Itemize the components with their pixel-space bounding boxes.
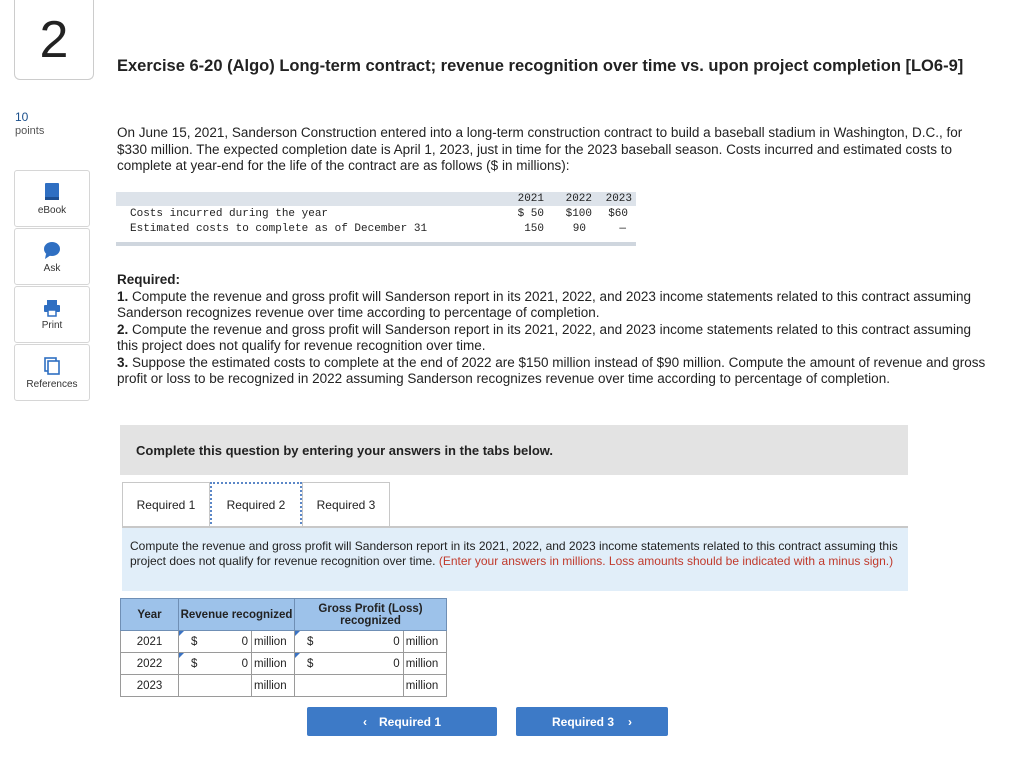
ebook-label: eBook xyxy=(37,204,67,216)
answer-table xyxy=(120,598,447,697)
input-flag xyxy=(295,653,300,658)
cost-table xyxy=(116,190,636,246)
row-year: 2022 xyxy=(121,653,179,675)
cost-year-header: 2022 xyxy=(565,193,592,205)
exercise-title: Exercise 6-20 (Algo) Long-term contract; revenue recognition over time vs. upon project completion [LO6-9] xyxy=(117,57,964,75)
input-flag xyxy=(179,631,184,636)
unit-label: million xyxy=(252,675,295,697)
unit-label: million xyxy=(252,653,295,675)
cost-table-bottom-rule xyxy=(116,242,636,246)
tools-sidebar xyxy=(14,170,90,402)
required-heading: Required: xyxy=(117,272,181,287)
cost-year-header: 2023 xyxy=(605,193,632,205)
header-gross-profit: Gross Profit (Loss) recognized xyxy=(295,599,447,631)
header-revenue: Revenue recognized xyxy=(179,599,295,631)
currency-symbol: $ xyxy=(191,636,198,648)
print-button[interactable] xyxy=(14,286,90,343)
instruction-band: Complete this question by entering your answers in the tabs below. xyxy=(120,425,908,475)
required-item-3: 3. Suppose the estimated costs to complete at the end of 2022 are $150 million instead of $90 million. Compute the amount of revenue and gross profit or loss to be recognized in 2022 assuming Sanderson recognizes revenue over time according to percentage of completion. xyxy=(117,354,986,386)
profit-input-2023[interactable] xyxy=(295,675,404,697)
input-flag xyxy=(179,653,184,658)
tab-required-2[interactable]: Required 2 xyxy=(210,482,302,528)
book-icon xyxy=(43,182,61,202)
tab-required-1[interactable]: Required 1 xyxy=(122,482,210,528)
header-year: Year xyxy=(121,599,179,631)
cost-value: $60 xyxy=(608,208,628,220)
input-flag xyxy=(295,631,300,636)
currency-symbol: $ xyxy=(307,636,314,648)
answer-row xyxy=(121,631,447,653)
unit-label: million xyxy=(403,653,446,675)
problem-intro: On June 15, 2021, Sanderson Construction entered into a long-term construction contract to build a baseball stadium in Washington, D.C., for $330 million. The expected completion date is April 1, 2023, just in time for the 2023 baseball season. Costs incurred and estimated costs to complete at year-end for the life of the contract are as follows ($ in millions): xyxy=(117,125,963,173)
cost-value: — xyxy=(619,223,626,235)
cost-value: $100 xyxy=(565,208,592,220)
cost-value: 150 xyxy=(524,223,544,235)
prev-required-button[interactable] xyxy=(307,707,497,736)
answer-row xyxy=(121,653,447,675)
profit-input-2021[interactable] xyxy=(295,631,404,653)
points-value: 10 xyxy=(15,110,29,124)
ebook-button[interactable] xyxy=(14,170,90,227)
points-label: points xyxy=(15,125,45,137)
unit-label: million xyxy=(403,631,446,653)
printer-icon xyxy=(42,299,62,317)
references-label: References xyxy=(26,378,78,390)
chevron-right-icon: › xyxy=(628,714,632,729)
profit-input-2022[interactable] xyxy=(295,653,404,675)
tab-required-3[interactable]: Required 3 xyxy=(302,482,390,528)
required-section xyxy=(117,272,987,388)
points-display xyxy=(15,110,44,138)
revenue-input-2022[interactable] xyxy=(179,653,252,675)
references-icon xyxy=(43,356,61,376)
cost-value: 90 xyxy=(572,223,586,235)
print-label: Print xyxy=(41,319,63,331)
prev-button-label: Required 1 xyxy=(378,714,441,729)
cost-row-label: Costs incurred during the year xyxy=(130,208,329,220)
profit-value: 0 xyxy=(393,636,400,648)
revenue-input-2023[interactable] xyxy=(179,675,252,697)
unit-label: million xyxy=(403,675,446,697)
panel-text: Compute the revenue and gross profit will Sanderson report in its 2021, 2022, and 2023 income statements related to this contract assuming this project does not qualify for revenue recognition over time. xyxy=(130,539,898,568)
answer-row xyxy=(121,675,447,697)
revenue-value: 0 xyxy=(241,636,248,648)
cost-year-header: 2021 xyxy=(517,193,544,205)
unit-label: million xyxy=(252,631,295,653)
currency-symbol: $ xyxy=(307,658,314,670)
chevron-left-icon: ‹ xyxy=(362,714,367,729)
row-year: 2023 xyxy=(121,675,179,697)
cost-value: $ 50 xyxy=(517,208,544,220)
ask-label: Ask xyxy=(43,262,61,274)
panel-hint: (Enter your answers in millions. Loss amounts should be indicated with a minus sign.) xyxy=(438,554,894,568)
revenue-value: 0 xyxy=(241,658,248,670)
cost-row-label: Estimated costs to complete as of December 31 xyxy=(130,223,428,235)
question-number: 2 xyxy=(14,0,94,80)
next-button-label: Required 3 xyxy=(551,714,614,729)
next-required-button[interactable] xyxy=(516,707,668,736)
row-year: 2021 xyxy=(121,631,179,653)
required-item-2: 2. Compute the revenue and gross profit will Sanderson report in its 2021, 2022, and 2023 income statements related to this contract assuming this project does not qualify for revenue recognition over time. xyxy=(117,321,972,353)
currency-symbol: $ xyxy=(191,658,198,670)
revenue-input-2021[interactable] xyxy=(179,631,252,653)
references-button[interactable] xyxy=(14,344,90,401)
profit-value: 0 xyxy=(393,658,400,670)
tab-panel-instructions xyxy=(122,528,908,591)
chat-bubble-icon xyxy=(42,240,62,260)
required-item-1: 1. Compute the revenue and gross profit will Sanderson report in its 2021, 2022, and 2023 income statements related to this contract assuming Sanderson recognizes revenue over time according to percentage of completion. xyxy=(117,288,972,320)
ask-button[interactable] xyxy=(14,228,90,285)
